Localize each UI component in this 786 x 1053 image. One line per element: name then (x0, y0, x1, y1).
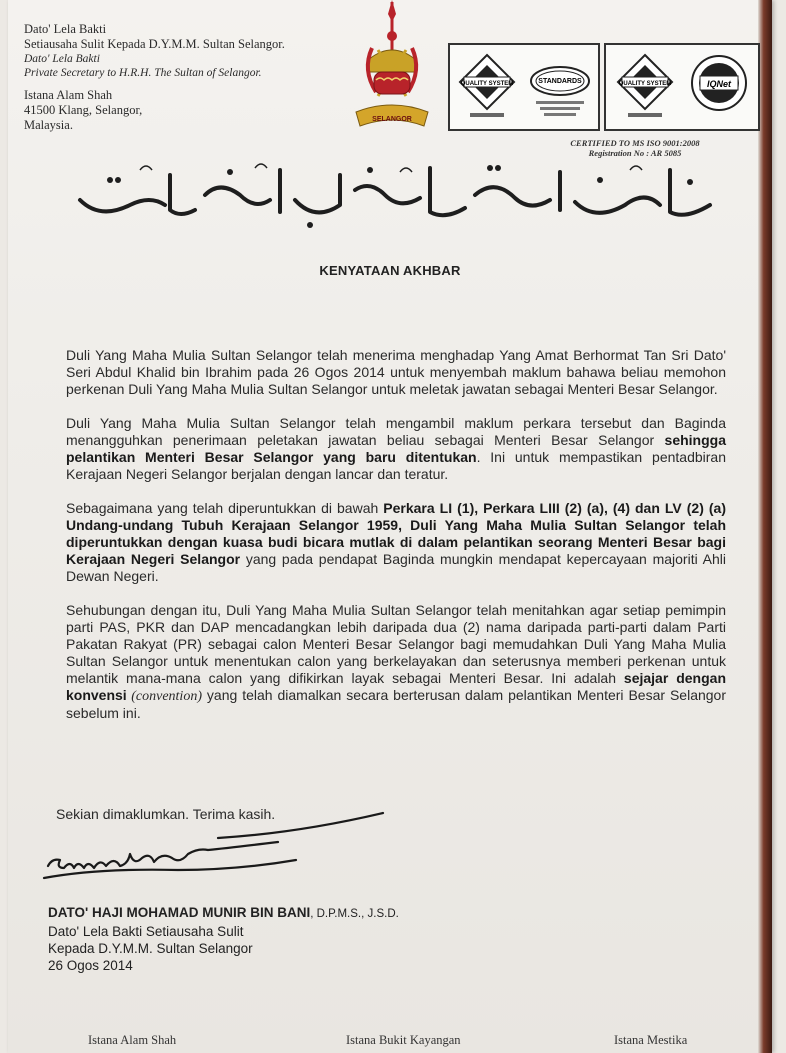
badge4-text: IQNet (706, 79, 732, 89)
p3-text-end: yang pada pendapat Baginda mungkin mendapat kepercayaan majoriti Ahli Dewan Negeri. (66, 551, 726, 584)
paragraph-2 (66, 415, 726, 483)
signatory-position-2: Kepada D.Y.M.M. Sultan Selangor (48, 941, 253, 956)
closing-line: Sekian dimaklumkan. Terima kasih. (56, 806, 276, 822)
quality-system-badge-icon (456, 51, 518, 123)
iqnet-badge-icon (688, 51, 750, 123)
paragraph-3 (66, 500, 726, 585)
p4-bold: sejajar dengan konvensi (66, 670, 726, 703)
badge3-text: QUALITY SYSTEM (618, 81, 672, 87)
p3-bold: Perkara LI (1), Perkara LIII (2) (a), (4) dan LV (2) (a) Undang-undang Tubuh Kerajaan Selangor 1959, Duli Yang Maha Mulia Sultan Selangor telah diperuntukkan dengan kuasa budi bicara mutlak di dalam pelantikan seorang Menteri Besar bagi Kerajaan Negeri Selangor (66, 500, 726, 567)
quality-system-badge-icon (614, 51, 676, 123)
registration-no: Registration No : AR 5085 (588, 148, 682, 158)
document-title: KENYATAAN AKHBAR (319, 263, 461, 278)
signatory-date: 26 Ogos 2014 (48, 958, 133, 973)
p3-text: Sebagaimana yang telah diperuntukkan di bawah (66, 500, 384, 516)
footer-istana-3: Istana Mestika (614, 1033, 688, 1047)
certified-to: CERTIFIED TO MS ISO 9001:2008 (570, 138, 700, 148)
address-line-2: 41500 Klang, Selangor, (24, 103, 143, 117)
badge2-text: STANDARDS (538, 78, 582, 85)
p4-text-end: yang telah diamalkan secara berterusan dalam pelantikan Menteri Besar Selangor sebelum ini. (66, 687, 727, 721)
selangor-crest-icon (348, 0, 436, 134)
letterhead-title-en: Private Secretary to H.R.H. The Sultan of Selangor. (24, 67, 262, 79)
page-edge (758, 0, 772, 1053)
letter-page (8, 0, 772, 1053)
p4-italic: (convention) (126, 689, 202, 704)
handwritten-signature (38, 808, 408, 888)
footer-istana-1: Istana Alam Shah (88, 1033, 177, 1047)
p2-text: Duli Yang Maha Mulia Sultan Selangor telah mengambil maklum perkara tersebut dan Baginda menangguhkan penerimaan peletakan jawatan beliau sebagai Menteri Besar Selangor (66, 415, 726, 448)
letterhead-name-en: Dato' Lela Bakti (24, 53, 100, 65)
signatory-block (48, 904, 399, 974)
footer-istana-2: Istana Bukit Kayangan (346, 1033, 461, 1047)
signatory-name: DATO' HAJI MOHAMAD MUNIR BIN BANI (48, 905, 311, 920)
signatory-honours: , D.P.M.S., J.S.D. (310, 908, 399, 920)
paragraph-1: Duli Yang Maha Mulia Sultan Selangor telah menerima menghadap Yang Amat Berhormat Tan Sri Dato' Seri Abdul Khalid bin Ibrahim pada 26 Ogos 2014 untuk menyembah maklum bahawa beliau memohon perkenan Duli Yang Maha Mulia Sultan Selangor untuk meletak jawatan sebagai Menteri Besar Selangor. (66, 347, 726, 397)
letterhead-title-my: Setiausaha Sulit Kepada D.Y.M.M. Sultan Selangor. (24, 37, 285, 51)
address-line-3: Malaysia. (24, 118, 73, 132)
paragraph-4 (66, 602, 726, 722)
crest-banner: SELANGOR (372, 116, 412, 123)
jawi-calligraphy-header (70, 150, 720, 232)
p4-text: Sehubungan dengan itu, Duli Yang Maha Mulia Sultan Selangor telah menitahkan agar setiap pemimpin parti PAS, PKR dan DAP mencadangkan lebih daripada dua (2) nama daripada parti-parti dalam Parti Pakatan Rakyat (PR) sebagai calon Menteri Besar Selangor bagi memudahkan Duli Yang Maha Mulia Sultan Selangor untuk menentukan calon yang berkelayakan dan seterusnya memberi perkenan untuk melantik mana-mana calon yang difikirkan layak sebagai Menteri Besar. Ini adalah (66, 602, 726, 686)
address-line-1: Istana Alam Shah (24, 88, 113, 102)
letterhead-name: Dato' Lela Bakti (24, 22, 107, 36)
certification-box-1 (448, 43, 600, 131)
p2-text-end: . Ini untuk mempastikan pentadbiran Kerajaan Negeri Selangor berjalan dengan lancar dan teratur. (66, 449, 726, 482)
certification-box-2 (604, 43, 760, 131)
p2-bold: sehingga pelantikan Menteri Besar Selangor yang baru ditentukan (66, 432, 726, 465)
letterhead (24, 22, 354, 133)
badge1-text: QUALITY SYSTEM (460, 81, 514, 87)
document-body (66, 347, 726, 739)
standards-badge-icon (528, 51, 592, 123)
signatory-position-1: Dato' Lela Bakti Setiausaha Sulit (48, 924, 244, 939)
